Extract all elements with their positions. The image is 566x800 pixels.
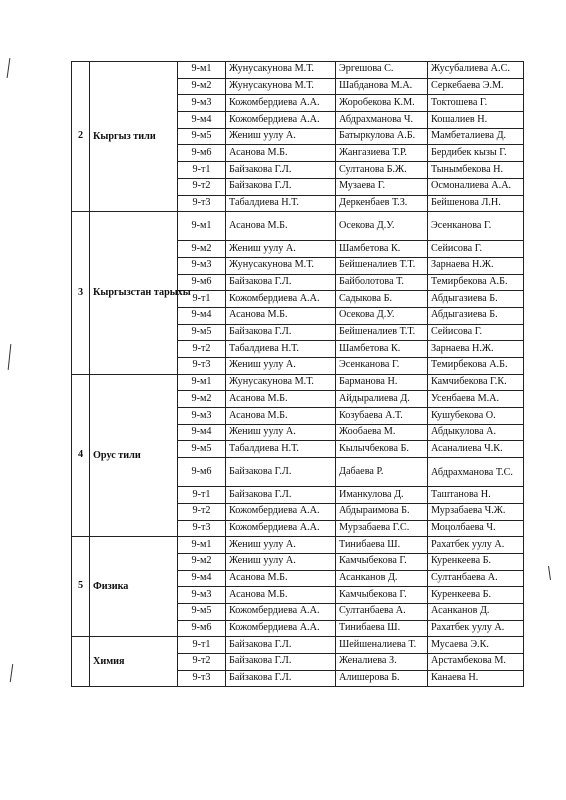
teacher-cell: Кожомбердиева А.А.: [226, 503, 336, 520]
member-cell: Арстамбекова М.: [428, 654, 524, 671]
teacher-cell: Кожомбердиева А.А.: [226, 112, 336, 129]
teacher-cell: Жениш уулу А.: [226, 358, 336, 375]
class-cell: 9-м3: [178, 257, 226, 274]
scan-artifact-mark: [8, 344, 12, 370]
teacher-cell: Асанова М.Б.: [226, 587, 336, 604]
member-cell: Камчыбекова Г.: [336, 587, 428, 604]
class-cell: 9-м3: [178, 95, 226, 112]
class-cell: 9-м1: [178, 212, 226, 241]
teacher-cell: Байзакова Г.Л.: [226, 178, 336, 195]
member-cell: Мурзабаева Г.С.: [336, 520, 428, 537]
member-cell: Темирбекова А.Б.: [428, 358, 524, 375]
class-cell: 9-т3: [178, 358, 226, 375]
member-cell: Зарнаева Н.Ж.: [428, 341, 524, 358]
member-cell: Зарнаева Н.Ж.: [428, 257, 524, 274]
member-cell: Жоробекова К.М.: [336, 95, 428, 112]
class-cell: 9-м5: [178, 603, 226, 620]
class-cell: 9-м6: [178, 274, 226, 291]
member-cell: Айдыралиева Д.: [336, 391, 428, 408]
member-cell: Куренкеева Б.: [428, 553, 524, 570]
member-cell: Абдрахманова Т.С.: [428, 458, 524, 487]
member-cell: Асанканов Д.: [428, 603, 524, 620]
teacher-cell: Жениш уулу А.: [226, 537, 336, 554]
teacher-cell: Кожомбердиева А.А.: [226, 520, 336, 537]
section-number: 2: [72, 62, 90, 212]
member-cell: Токтошева Г.: [428, 95, 524, 112]
member-cell: Рахатбек уулу А.: [428, 620, 524, 637]
member-cell: Камчыбекова Г.: [336, 553, 428, 570]
member-cell: Деркенбаев Т.З.: [336, 195, 428, 212]
member-cell: Эргешова С.: [336, 62, 428, 79]
member-cell: Байболотова Т.: [336, 274, 428, 291]
member-cell: Сейисова Г.: [428, 324, 524, 341]
table-row: [72, 374, 524, 391]
table-row: [72, 537, 524, 554]
member-cell: Султанова Б.Ж.: [336, 162, 428, 179]
teacher-cell: Байзакова Г.Л.: [226, 274, 336, 291]
member-cell: Барманова Н.: [336, 374, 428, 391]
member-cell: Шабданова М.А.: [336, 78, 428, 95]
table-row: [72, 212, 524, 241]
member-cell: Сейисова Г.: [428, 241, 524, 258]
member-cell: Козубаева А.Т.: [336, 408, 428, 425]
scan-artifact-mark: [10, 664, 13, 682]
teacher-cell: Табалдиева Н.Т.: [226, 441, 336, 458]
member-cell: Осекова Д.У.: [336, 307, 428, 324]
subject-name: Физика: [90, 537, 178, 637]
class-cell: 9-м6: [178, 458, 226, 487]
subject-name: Кыргызстан тарыхы: [90, 212, 178, 375]
member-cell: Алишерова Б.: [336, 670, 428, 687]
member-cell: Абдыгазиева Б.: [428, 307, 524, 324]
teacher-cell: Жунусакунова М.Т.: [226, 257, 336, 274]
class-cell: 9-м1: [178, 62, 226, 79]
teacher-cell: Кожомбердиева А.А.: [226, 603, 336, 620]
class-cell: 9-т1: [178, 487, 226, 504]
member-cell: Асаналиева Ч.К.: [428, 441, 524, 458]
class-cell: 9-т3: [178, 670, 226, 687]
member-cell: Таштанова Н.: [428, 487, 524, 504]
class-cell: 9-м2: [178, 553, 226, 570]
teacher-cell: Жениш уулу А.: [226, 553, 336, 570]
class-cell: 9-м4: [178, 307, 226, 324]
table-row: [72, 637, 524, 654]
member-cell: Осекова Д.У.: [336, 212, 428, 241]
section-number: 5: [72, 537, 90, 637]
teacher-cell: Байзакова Г.Л.: [226, 637, 336, 654]
class-cell: 9-т1: [178, 162, 226, 179]
section-number: [72, 637, 90, 687]
member-cell: Асанканов Д.: [336, 570, 428, 587]
table-row: [72, 62, 524, 79]
member-cell: Серкебаева Э.М.: [428, 78, 524, 95]
member-cell: Кылычбекова Б.: [336, 441, 428, 458]
class-cell: 9-м6: [178, 145, 226, 162]
member-cell: Куренкеева Б.: [428, 587, 524, 604]
member-cell: Мамбеталиева Д.: [428, 128, 524, 145]
member-cell: Камчибекова Г.К.: [428, 374, 524, 391]
class-cell: 9-т2: [178, 341, 226, 358]
teacher-cell: Жунусакунова М.Т.: [226, 62, 336, 79]
teacher-cell: Кожомбердиева А.А.: [226, 620, 336, 637]
teacher-cell: Асанова М.Б.: [226, 307, 336, 324]
class-cell: 9-м5: [178, 324, 226, 341]
member-cell: Кушубекова О.: [428, 408, 524, 425]
member-cell: Абдыгазиева Б.: [428, 291, 524, 308]
teacher-cell: Асанова М.Б.: [226, 570, 336, 587]
teacher-cell: Жениш уулу А.: [226, 128, 336, 145]
class-cell: 9-м4: [178, 570, 226, 587]
subject-name: Орус тили: [90, 374, 178, 537]
member-cell: Усенбаева М.А.: [428, 391, 524, 408]
class-cell: 9-м1: [178, 537, 226, 554]
member-cell: Абдыраимова Б.: [336, 503, 428, 520]
class-cell: 9-т1: [178, 637, 226, 654]
member-cell: Садыкова Б.: [336, 291, 428, 308]
member-cell: Канаева Н.: [428, 670, 524, 687]
member-cell: Шамбетова К.: [336, 241, 428, 258]
class-cell: 9-т2: [178, 178, 226, 195]
member-cell: Моцолбаева Ч.: [428, 520, 524, 537]
member-cell: Бердибек кызы Г.: [428, 145, 524, 162]
class-cell: 9-м6: [178, 620, 226, 637]
member-cell: Султанбаева А.: [336, 603, 428, 620]
member-cell: Кошалиев Н.: [428, 112, 524, 129]
member-cell: Бейшеналиев Т.Т.: [336, 324, 428, 341]
teacher-cell: Байзакова Г.Л.: [226, 670, 336, 687]
member-cell: Эсенканова Г.: [336, 358, 428, 375]
teacher-cell: Жениш уулу А.: [226, 424, 336, 441]
section-number: 4: [72, 374, 90, 537]
member-cell: Тынымбекова Н.: [428, 162, 524, 179]
class-cell: 9-т2: [178, 654, 226, 671]
class-cell: 9-м5: [178, 128, 226, 145]
class-cell: 9-м2: [178, 391, 226, 408]
member-cell: Жусубалиева А.С.: [428, 62, 524, 79]
teacher-cell: Асанова М.Б.: [226, 212, 336, 241]
subject-name: Кыргыз тили: [90, 62, 178, 212]
teacher-cell: Байзакова Г.Л.: [226, 162, 336, 179]
member-cell: Мусаева Э.К.: [428, 637, 524, 654]
teacher-cell: Байзакова Г.Л.: [226, 487, 336, 504]
teacher-cell: Байзакова Г.Л.: [226, 324, 336, 341]
member-cell: Мурзабаева Ч.Ж.: [428, 503, 524, 520]
member-cell: Бейшенова Л.Н.: [428, 195, 524, 212]
class-cell: 9-м4: [178, 424, 226, 441]
teacher-cell: Жунусакунова М.Т.: [226, 78, 336, 95]
teacher-cell: Асанова М.Б.: [226, 145, 336, 162]
teacher-cell: Табалдиева Н.Т.: [226, 341, 336, 358]
class-cell: 9-т3: [178, 195, 226, 212]
class-cell: 9-т1: [178, 291, 226, 308]
member-cell: Осмоналиева А.А.: [428, 178, 524, 195]
teacher-cell: Табалдиева Н.Т.: [226, 195, 336, 212]
member-cell: Рахатбек уулу А.: [428, 537, 524, 554]
section-number: 3: [72, 212, 90, 375]
member-cell: Женалиева З.: [336, 654, 428, 671]
member-cell: Шамбетова К.: [336, 341, 428, 358]
member-cell: Тинибаева Ш.: [336, 537, 428, 554]
class-cell: 9-м1: [178, 374, 226, 391]
teacher-cell: Кожомбердиева А.А.: [226, 291, 336, 308]
member-cell: Тинибаева Ш.: [336, 620, 428, 637]
class-cell: 9-м4: [178, 112, 226, 129]
class-cell: 9-м2: [178, 78, 226, 95]
scan-artifact-mark: [548, 566, 551, 580]
member-cell: Бейшеналиев Т.Т.: [336, 257, 428, 274]
scan-artifact-mark: [7, 58, 11, 78]
class-cell: 9-т2: [178, 503, 226, 520]
member-cell: Иманкулова Д.: [336, 487, 428, 504]
subject-name: Химия: [90, 637, 178, 687]
teacher-cell: Жениш уулу А.: [226, 241, 336, 258]
class-cell: 9-м3: [178, 408, 226, 425]
member-cell: Дабаева Р.: [336, 458, 428, 487]
teacher-cell: Асанова М.Б.: [226, 408, 336, 425]
teacher-cell: Асанова М.Б.: [226, 391, 336, 408]
member-cell: Темирбекова А.Б.: [428, 274, 524, 291]
teacher-cell: Байзакова Г.Л.: [226, 458, 336, 487]
member-cell: Батыркулова А.Б.: [336, 128, 428, 145]
class-cell: 9-м2: [178, 241, 226, 258]
teacher-cell: Байзакова Г.Л.: [226, 654, 336, 671]
assignment-table: [71, 61, 524, 687]
member-cell: Абдыкулова А.: [428, 424, 524, 441]
member-cell: Музаева Г.: [336, 178, 428, 195]
member-cell: Жообаева М.: [336, 424, 428, 441]
teacher-cell: Кожомбердиева А.А.: [226, 95, 336, 112]
class-cell: 9-м3: [178, 587, 226, 604]
member-cell: Султанбаева А.: [428, 570, 524, 587]
member-cell: Абдрахманова Ч.: [336, 112, 428, 129]
member-cell: Шейшеналиева Т.: [336, 637, 428, 654]
teacher-cell: Жунусакунова М.Т.: [226, 374, 336, 391]
member-cell: Жангазиева Т.Р.: [336, 145, 428, 162]
member-cell: Эсенканова Г.: [428, 212, 524, 241]
class-cell: 9-м5: [178, 441, 226, 458]
class-cell: 9-т3: [178, 520, 226, 537]
